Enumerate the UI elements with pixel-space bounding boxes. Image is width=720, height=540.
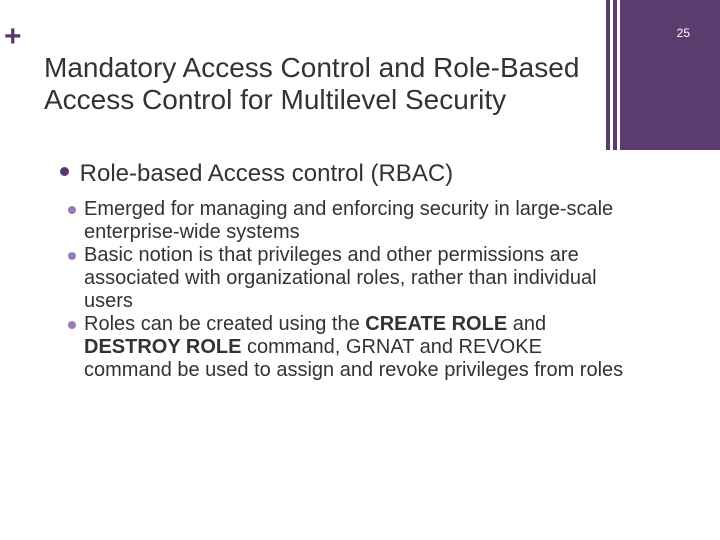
sub-bullet-text-part2: and bbox=[507, 313, 547, 335]
sub-bullet-list bbox=[64, 198, 624, 382]
main-bullet-text: Role-based Access control (RBAC) bbox=[79, 160, 454, 187]
sub-bullet-dot-icon bbox=[68, 252, 76, 260]
slide-number-box bbox=[620, 0, 720, 150]
sub-bullet-item bbox=[64, 244, 624, 313]
destroy-role-keyword: DESTROY ROLE bbox=[84, 336, 242, 358]
slide-number: 25 bbox=[676, 26, 690, 40]
accent-stripe-left bbox=[606, 0, 610, 150]
slide-title bbox=[44, 52, 604, 116]
sub-bullet-item bbox=[64, 198, 624, 244]
sub-bullet-dot-icon bbox=[68, 321, 76, 329]
plus-decoration: + bbox=[4, 20, 22, 53]
sub-bullet-text-part1: Roles can be created using the bbox=[84, 313, 366, 335]
sub-bullet-text: Basic notion is that privileges and other permissions are associated with organizational roles, rather than individual users bbox=[84, 244, 597, 312]
sub-bullet-text-part3: command, GRNAT and REVOKE command be used to assign and revoke privileges from roles bbox=[84, 336, 624, 381]
bullet-dot-icon bbox=[60, 167, 69, 176]
create-role-keyword: CREATE ROLE bbox=[365, 313, 508, 335]
sub-bullet-item bbox=[64, 313, 624, 382]
title-line-1: Mandatory Access Control and Role-Based bbox=[44, 52, 580, 83]
sub-bullet-dot-icon bbox=[68, 206, 76, 214]
main-bullet bbox=[60, 158, 453, 190]
accent-stripe-right bbox=[613, 0, 617, 150]
title-line-2: Access Control for Multilevel Security bbox=[44, 84, 507, 115]
sub-bullet-text: Emerged for managing and enforcing security in large-scale enterprise-wide systems bbox=[84, 198, 614, 243]
